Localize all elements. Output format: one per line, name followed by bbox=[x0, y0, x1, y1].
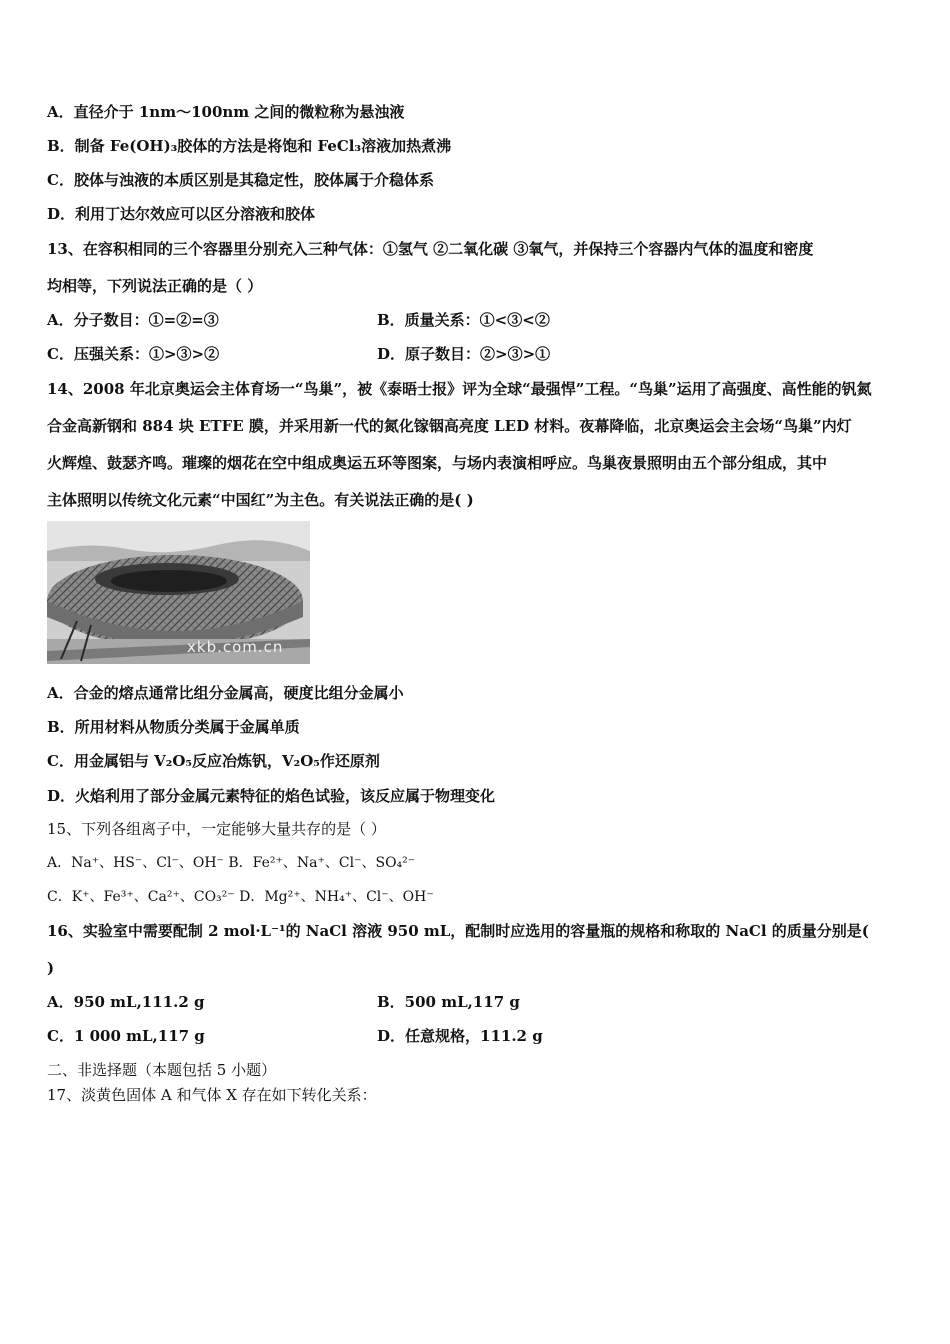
q13-option-d: D．原子数目：②>③>① bbox=[377, 345, 551, 363]
q14-stem-line1: 14、2008 年北京奥运会主体育场一“鸟巢”，被《泰晤士报》评为全球“最强悍”工程。“鸟巢”运用了高强度、高性能的钒氮 bbox=[47, 380, 872, 398]
q16-stem-line1: 16、实验室中需要配制 2 mol·L⁻¹的 NaCl 溶液 950 mL，配制时应选用的容量瓶的规格和称取的 NaCl 的质量分别是( bbox=[47, 922, 869, 940]
q17-stem: 17、淡黄色固体 A 和气体 X 存在如下转化关系： bbox=[47, 1086, 377, 1104]
q14-option-d: D．火焰利用了部分金属元素特征的焰色试验，该反应属于物理变化 bbox=[47, 787, 496, 805]
q13-option-a: A．分子数目：①=②=③ bbox=[47, 311, 219, 329]
q16-option-b: B．500 mL,117 g bbox=[377, 993, 520, 1011]
q15-stem: 15、下列各组离子中，一定能够大量共存的是（ ） bbox=[47, 820, 386, 838]
q14-stem-line3: 火辉煌、鼓瑟齐鸣。璀璨的烟花在空中组成奥运五环等图案，与场内表演相呼应。鸟巢夜景照明由五个部分组成，其中 bbox=[47, 454, 828, 472]
q16-stem-line2: ) bbox=[47, 959, 55, 977]
q14-stem-line4: 主体照明以传统文化元素“中国红”为主色。有关说法正确的是( ) bbox=[47, 491, 474, 509]
q12-option-a: A．直径介于 1nm～100nm 之间的微粒称为悬浊液 bbox=[47, 103, 405, 121]
q12-option-c: C．胶体与浊液的本质区别是其稳定性，胶体属于介稳体系 bbox=[47, 171, 434, 189]
section-title: 二、非选择题（本题包括 5 小题） bbox=[47, 1061, 277, 1079]
q14-stem-line2: 合金高新钢和 884 块 ETFE 膜，并采用新一代的氮化镓铟高亮度 LED 材料。夜幕降临，北京奥运会主会场“鸟巢”内灯 bbox=[47, 417, 852, 435]
q16-option-a: A．950 mL,111.2 g bbox=[47, 993, 205, 1011]
q13-stem-line1: 13、在容积相同的三个容器里分别充入三种气体：①氢气 ②二氧化碳 ③氧气，并保持三个容器内气体的温度和密度 bbox=[47, 240, 814, 258]
q16-option-c: C．1 000 mL,117 g bbox=[47, 1027, 205, 1045]
q13-option-b: B．质量关系：①<③<② bbox=[377, 311, 550, 329]
q15-options-cd: C．K⁺、Fe³⁺、Ca²⁺、CO₃²⁻ D．Mg²⁺、NH₄⁺、Cl⁻、OH⁻ bbox=[47, 889, 434, 905]
q12-option-b: B．制备 Fe(OH)₃胶体的方法是将饱和 FeCl₃溶液加热煮沸 bbox=[47, 137, 452, 155]
q14-option-b: B．所用材料从物质分类属于金属单质 bbox=[47, 718, 300, 736]
q14-option-c: C．用金属铝与 V₂O₅反应冶炼钒，V₂O₅作还原剂 bbox=[47, 752, 380, 770]
q12-option-d: D．利用丁达尔效应可以区分溶液和胶体 bbox=[47, 205, 316, 223]
image-watermark: xkb.com.cn bbox=[187, 638, 284, 656]
q15-options-ab: A．Na⁺、HS⁻、Cl⁻、OH⁻ B．Fe²⁺、Na⁺、Cl⁻、SO₄²⁻ bbox=[47, 855, 416, 871]
q16-option-d: D．任意规格，111.2 g bbox=[377, 1027, 543, 1045]
q13-stem-line2: 均相等，下列说法正确的是（ ） bbox=[47, 277, 263, 295]
birds-nest-stadium-image bbox=[47, 521, 310, 664]
q13-option-c: C．压强关系：①>③>② bbox=[47, 345, 220, 363]
q14-option-a: A．合金的熔点通常比组分金属高，硬度比组分金属小 bbox=[47, 684, 404, 702]
